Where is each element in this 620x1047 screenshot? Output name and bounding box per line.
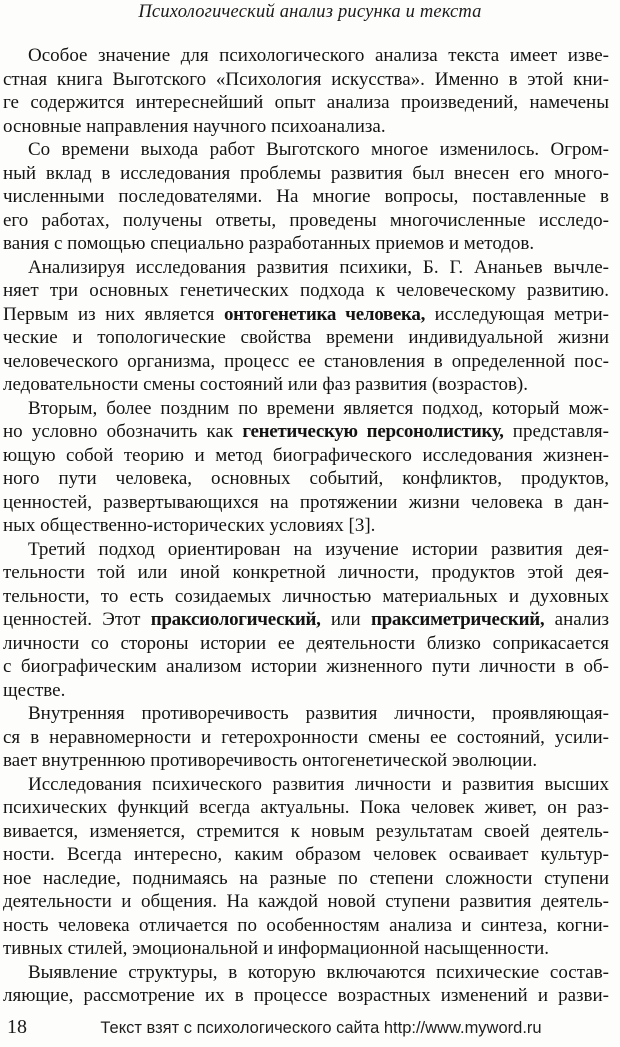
text-line [3,843,609,867]
text-run: личности со стороны истории ее деятельности близко соприкасается [3,632,609,654]
text-run: вания с помощью специально разработанных приемов и методов. [3,233,535,254]
text-line [3,326,609,350]
text-run: Исследования психического развития личности и развития высших [28,773,609,795]
text-run: но условно обозначить как [3,421,243,442]
text-line [3,185,609,209]
text-run: ся в неравномерности и гетерохронности смены ее состояний, усили- [3,726,609,748]
text-line [3,279,609,303]
text-line [3,749,609,773]
text-line [3,538,609,562]
text-line [3,444,609,468]
text-run: Первым из них является [3,303,224,325]
text-run: вает внутреннюю противоречивость онтогенетической эволюции. [3,750,538,771]
text-line [3,608,609,632]
text-line [3,702,609,726]
text-line [3,984,609,1008]
text-run: ценностей, развертывающихся на протяжении жизни человека в дан- [3,491,609,513]
text-run: ценностей. Этот [3,609,151,630]
text-line [3,561,609,585]
text-line [3,44,609,68]
emphasized-term: генетическую персонолистику, [242,421,504,442]
text-run: няет три основных генетических подхода к человеческому развитию. [3,280,609,301]
text-line [3,420,609,444]
text-run: Особое значение для психологического анализа текста имеет изве- [28,45,609,66]
text-run: стная книга Выготского «Психология искусства». Именно в этой кни- [3,68,609,90]
text-line [3,138,609,162]
text-line [3,796,609,820]
text-run: ного пути человека, основных событий, конфликтов, продуктов, [3,468,609,489]
text-line [3,256,609,280]
text-line [3,209,609,233]
text-line [3,890,609,914]
text-line [3,397,609,421]
text-run: ческие и топологические свойства времени индивидуальной жизни [3,327,609,348]
text-run: деятельности и общения. На каждой новой ступени развития деятель- [3,891,609,912]
text-run: ности. Всегда интересно, каким образом человек осваивает культур- [3,844,609,865]
text-run: Внутренняя противоречивость развития личности, проявляющая- [28,703,609,724]
text-run: с биографическим анализом истории жизненного пути личности в об- [3,656,609,677]
text-run: тельности той или иной конкретной личности, продуктов этой дея- [3,562,609,583]
emphasized-term: онтогенетика человека, [223,303,426,325]
text-run: Вторым, более поздним по времени является подход, который мож- [28,397,609,419]
text-line [3,115,609,139]
text-run: анализ [544,609,609,630]
text-line [3,162,609,186]
text-run: ный вклад в исследования проблемы развития был внесен его много- [3,162,609,184]
emphasized-term: праксиметрический, [371,609,545,630]
text-run: исследующая метри- [425,303,609,325]
text-line [3,68,609,92]
text-run: ществе. [3,679,66,701]
text-run: тивных стилей, эмоциональной и информационной насыщенности. [3,938,549,959]
text-run: тельности, то есть созидаемых личностью материальных и духовных [3,585,609,607]
text-run: ге содержится интереснейший опыт анализа произведений, намечены [3,92,609,113]
text-run: Третий подход ориентирован на изучение истории развития дея- [28,538,609,560]
text-run: ное наследие, поднимаясь на разные по степени сложности ступени [3,867,609,889]
page-footer [0,1016,620,1042]
text-run: вивается, изменяется, стремится к новым результатам своей деятель- [3,820,609,842]
footer-note: Текст взят с психологического сайта http://www.myword.ru [100,1019,542,1037]
page-body [3,44,609,1008]
text-run: ющую собой теорию и метод биографического исследования жизнен- [3,444,609,466]
text-run: или [320,609,371,630]
text-line [3,232,609,256]
text-run: представля- [503,421,609,442]
text-line [3,373,609,397]
emphasized-term: праксиологический, [150,609,321,630]
text-line [3,91,609,115]
text-line [3,491,609,515]
text-line [3,514,609,538]
text-run: Со времени выхода работ Выготского многое изменилось. Огром- [28,139,609,160]
text-run: его работах, получены ответы, проведены многочисленные исследо- [3,209,609,231]
text-line [3,937,609,961]
text-line [3,585,609,609]
text-run: численными последователями. На многие вопросы, поставленные в [3,186,609,207]
text-run: Выявление структуры, в которую включаются психические состав- [28,961,609,983]
text-run: человеческого организма, процесс ее становления в определенной пос- [3,350,609,372]
text-line [3,632,609,656]
text-line [3,655,609,679]
text-run: ляющие, рассмотрение их в процессе возрастных изменений и разви- [3,985,609,1006]
text-run: ных общественно-исторических условиях [3]. [3,515,376,536]
text-line [3,867,609,891]
text-run: ность человека отличается по особенностям анализа и синтеза, когни- [3,914,609,936]
text-line [3,467,609,491]
text-run: ледовательности смены состояний или фаз развития (возрастов). [3,374,529,395]
text-line [3,773,609,797]
page-number: 18 [7,1016,27,1038]
text-line [3,350,609,374]
text-line [3,303,609,327]
text-line [3,679,609,703]
text-line [3,820,609,844]
text-line [3,914,609,938]
running-head: Психологический анализ рисунка и текста [138,2,482,22]
text-line [3,961,609,985]
text-run: основные направления научного психоанализа. [3,115,386,137]
text-line [3,726,609,750]
text-run: психических функций всегда актуальны. Пока человек живет, он раз- [3,797,609,818]
text-run: Анализируя исследования развития психики, Б. Г. Ананьев вычле- [28,256,609,278]
